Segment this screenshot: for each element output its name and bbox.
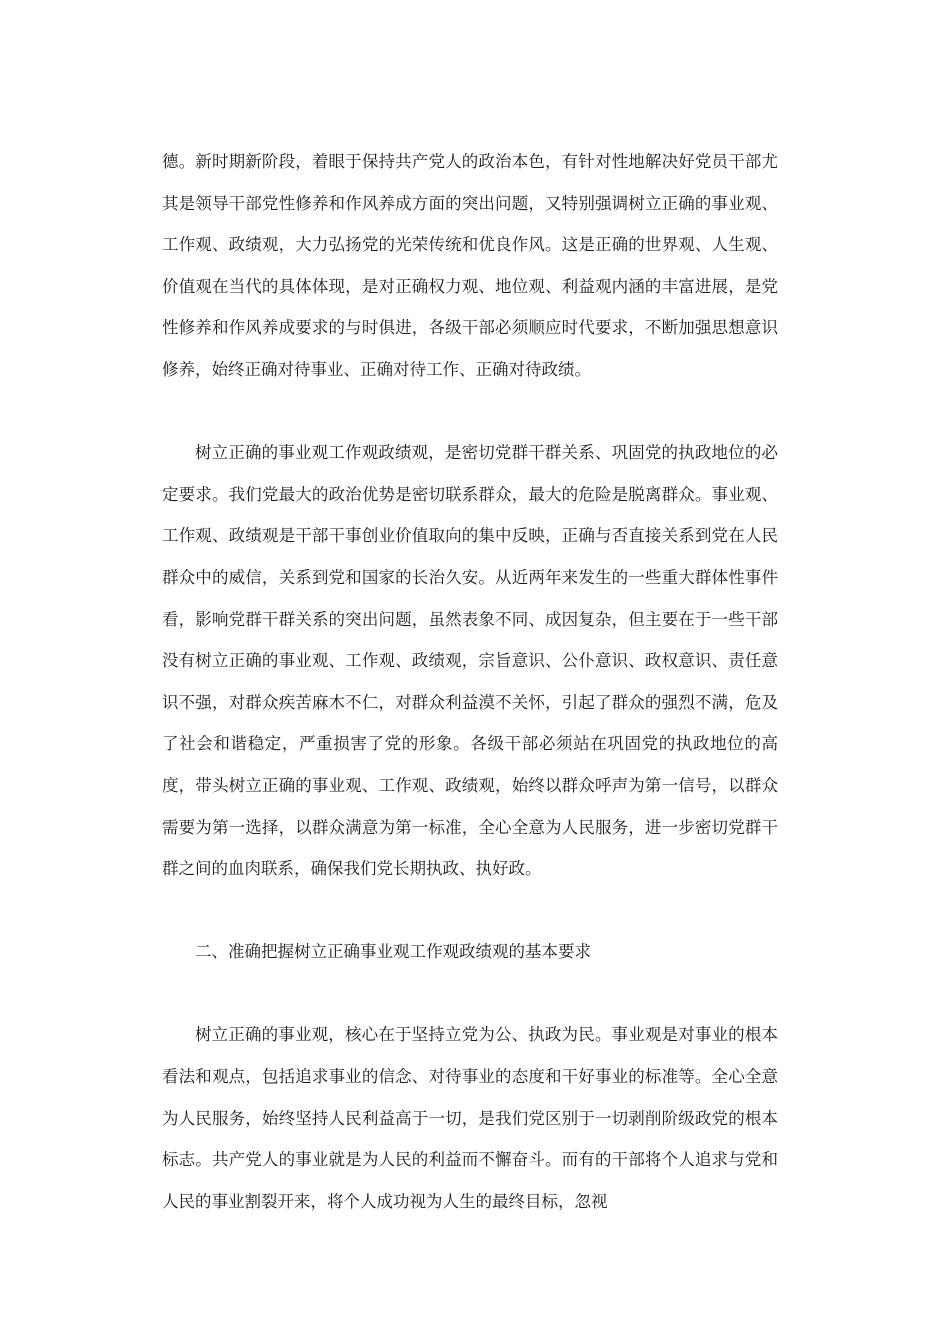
- section-heading: 二、准确把握树立正确事业观工作观政绩观的基本要求: [195, 942, 591, 962]
- paragraph-gap: [162, 391, 778, 433]
- paragraph-gap: [162, 890, 778, 932]
- paragraph-gap: [162, 973, 778, 1015]
- document-body: [162, 141, 778, 1222]
- paragraph-continuation: 德。新时期新阶段，着眼于保持共产党人的政治本色，有针对性地解决好党员干部尤其是领导干部党性修养和作风养成方面的突出问题，又特别强调树立正确的事业观、工作观、政绩观，大力弘扬党的光荣传统和优良作风。这是正确的世界观、人生观、价值观在当代的具体体现，是对正确权力观、地位观、利益观内涵的丰富进展，是党性修养和作风养成要求的与时俱进，各级干部必须顺应时代要求，不断加强思想意识修养，始终正确对待事业、正确对待工作、正确对待政绩。: [162, 152, 778, 379]
- paragraph-career-view: 树立正确的事业观，核心在于坚持立党为公、执政为民。事业观是对事业的根本看法和观点，包括追求事业的信念、对待事业的态度和干好事业的标准等。全心全意为人民服务，始终坚持人民利益高于一切，是我们党区别于一切剥削阶级政党的根本标志。共产党人的事业就是为人民的利益而不懈奋斗。而有的干部将个人追求与党和人民的事业割裂开来，将个人成功视为人生的最终目标，忽视: [162, 1025, 778, 1211]
- paragraph-party-relations: 树立正确的事业观工作观政绩观，是密切党群干群关系、巩固党的执政地位的必定要求。我们党最大的政治优势是密切联系群众，最大的危险是脱离群众。事业观、工作观、政绩观是干部干事创业价值取向的集中反映，正确与否直接关系到党在人民群众中的威信，关系到党和国家的长治久安。从近两年来发生的一些重大群体性事件看，影响党群干群关系的突出问题，虽然表象不同、成因复杂，但主要在于一些干部没有树立正确的事业观、工作观、政绩观，宗旨意识、公仆意识、政权意识、责任意识不强，对群众疾苦麻木不仁，对群众利益漠不关怀，引起了群众的强烈不满，危及了社会和谐稳定，严重损害了党的形象。各级干部必须站在巩固党的执政地位的高度，带头树立正确的事业观、工作观、政绩观，始终以群众呼声为第一信号，以群众需要为第一选择，以群众满意为第一标准，全心全意为人民服务，进一步密切党群干群之间的血肉联系，确保我们党长期执政、执好政。: [162, 443, 778, 879]
